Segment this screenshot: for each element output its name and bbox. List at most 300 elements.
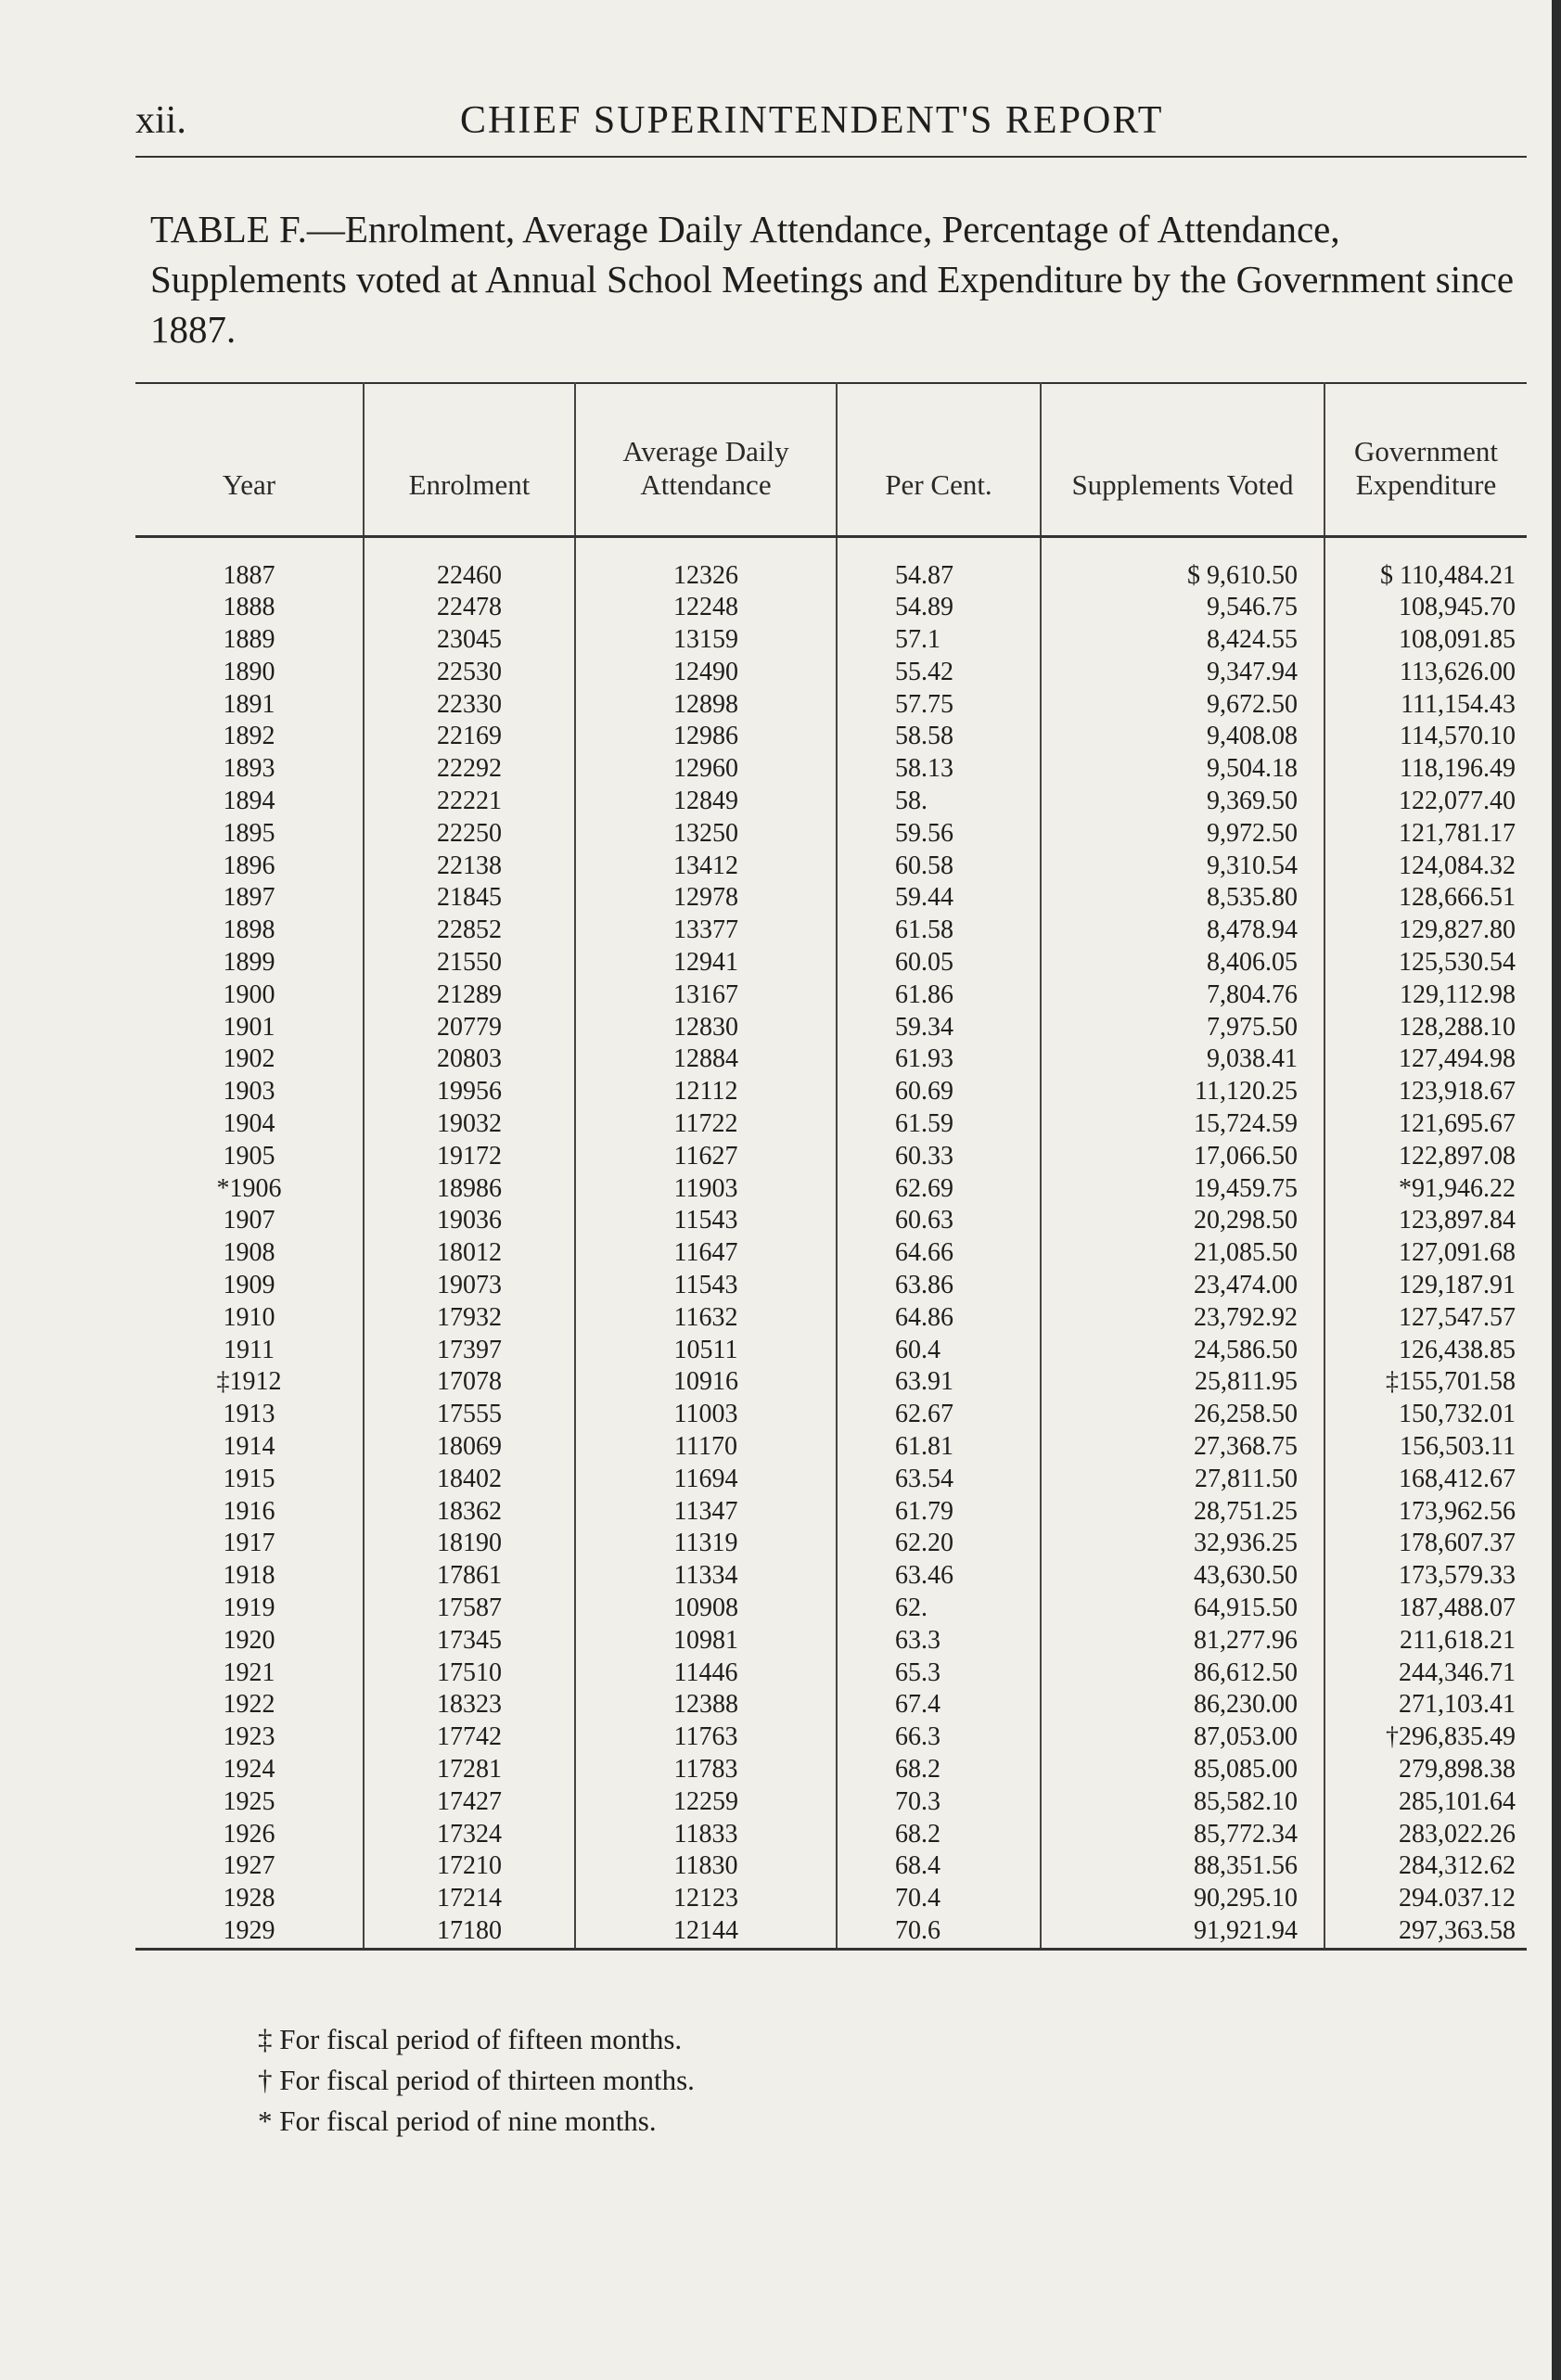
table-row: [135, 786, 1527, 818]
attendance-cell: 12884: [575, 1043, 837, 1076]
supplements-cell: 85,772.34: [1041, 1819, 1324, 1851]
supplements-cell: 27,368.75: [1041, 1431, 1324, 1464]
year-cell: 1918: [223, 1561, 275, 1591]
per-cent-cell: 61.79: [837, 1496, 1041, 1529]
per-cent-cell: 68.2: [837, 1819, 1041, 1851]
supplements-cell: 19,459.75: [1041, 1173, 1324, 1206]
per-cent-cell: 57.75: [837, 689, 1041, 722]
table-row: [135, 818, 1527, 851]
attendance-cell: 11347: [575, 1496, 837, 1529]
year-cell: 1914: [223, 1432, 275, 1462]
attendance-cell: 10916: [575, 1366, 837, 1399]
year-cell: 1898: [223, 915, 275, 945]
supplements-cell: 8,406.05: [1041, 947, 1324, 979]
expenditure-cell: 108,945.70: [1324, 592, 1527, 624]
header-rule: [135, 156, 1527, 158]
expenditure-cell: 294.037.12: [1324, 1883, 1527, 1915]
expenditure-cell: 114,570.10: [1324, 721, 1527, 753]
enrolment-cell: 17210: [364, 1850, 575, 1883]
enrolment-cell: 19036: [364, 1205, 575, 1237]
supplements-cell: 23,792.92: [1041, 1302, 1324, 1335]
per-cent-cell: 70.4: [837, 1883, 1041, 1915]
table-row: [135, 882, 1527, 915]
expenditure-cell: 244,346.71: [1324, 1657, 1527, 1690]
table-row: [135, 592, 1527, 624]
enrolment-cell: 22221: [364, 786, 575, 818]
expenditure-cell: 123,918.67: [1324, 1076, 1527, 1108]
year-cell: 1905: [223, 1141, 275, 1171]
per-cent-cell: 67.4: [837, 1689, 1041, 1721]
year-cell: 1908: [223, 1238, 275, 1268]
table-row: [135, 1786, 1527, 1819]
enrolment-cell: 18012: [364, 1237, 575, 1270]
supplements-cell: 9,504.18: [1041, 753, 1324, 786]
per-cent-cell: 58.: [837, 786, 1041, 818]
supplements-cell: 26,258.50: [1041, 1399, 1324, 1431]
table-row: [135, 1270, 1527, 1302]
year-cell: 1893: [223, 754, 275, 784]
table-row: [135, 536, 1527, 592]
supplements-cell: 9,310.54: [1041, 851, 1324, 883]
year-cell: 1915: [223, 1464, 275, 1493]
footnote-fifteen-months: ‡ For fiscal period of fifteen months.: [258, 2023, 683, 2055]
table-row: [135, 1883, 1527, 1915]
year-cell: *1906: [216, 1173, 282, 1203]
supplements-cell: 7,804.76: [1041, 979, 1324, 1012]
enrolment-cell: 21845: [364, 882, 575, 915]
expenditure-cell: 127,091.68: [1324, 1237, 1527, 1270]
attendance-cell: 11003: [575, 1399, 837, 1431]
year-cell: 1901: [223, 1012, 275, 1042]
enrolment-cell: 20779: [364, 1012, 575, 1044]
table-row: [135, 1012, 1527, 1044]
attendance-cell: 12388: [575, 1689, 837, 1721]
enrolment-cell: 20803: [364, 1043, 575, 1076]
expenditure-cell: †296,835.49: [1324, 1721, 1527, 1754]
enrolment-cell: 17324: [364, 1819, 575, 1851]
enrolment-cell: 17510: [364, 1657, 575, 1690]
expenditure-cell: 128,288.10: [1324, 1012, 1527, 1044]
year-cell: 1900: [223, 979, 275, 1009]
year-cell: 1889: [223, 625, 275, 655]
per-cent-cell: 60.05: [837, 947, 1041, 979]
year-cell: 1894: [223, 787, 275, 816]
attendance-cell: 12898: [575, 689, 837, 722]
per-cent-cell: 58.58: [837, 721, 1041, 753]
table-row: [135, 1625, 1527, 1657]
attendance-cell: 11694: [575, 1464, 837, 1496]
supplements-cell: 90,295.10: [1041, 1883, 1324, 1915]
supplements-cell: 81,277.96: [1041, 1625, 1324, 1657]
year-cell: 1895: [223, 818, 275, 848]
expenditure-cell: 124,084.32: [1324, 851, 1527, 883]
per-cent-cell: 63.86: [837, 1270, 1041, 1302]
supplements-cell: 9,038.41: [1041, 1043, 1324, 1076]
supplements-cell: 15,724.59: [1041, 1108, 1324, 1141]
attendance-cell: 11627: [575, 1141, 837, 1173]
attendance-cell: 10511: [575, 1335, 837, 1367]
year-cell: 1907: [223, 1206, 275, 1235]
per-cent-cell: 68.2: [837, 1754, 1041, 1786]
attendance-cell: 12986: [575, 721, 837, 753]
per-cent-cell: 66.3: [837, 1721, 1041, 1754]
attendance-cell: 12941: [575, 947, 837, 979]
attendance-cell: 12123: [575, 1883, 837, 1915]
enrolment-cell: 22530: [364, 657, 575, 689]
table-row: [135, 1721, 1527, 1754]
enrolment-cell: 17214: [364, 1883, 575, 1915]
table-row: [135, 753, 1527, 786]
enrolment-cell: 23045: [364, 624, 575, 657]
expenditure-cell: ‡155,701.58: [1324, 1366, 1527, 1399]
attendance-cell: 11170: [575, 1431, 837, 1464]
per-cent-cell: 63.54: [837, 1464, 1041, 1496]
attendance-cell: 11632: [575, 1302, 837, 1335]
per-cent-cell: 62.67: [837, 1399, 1041, 1431]
enrolment-cell: 17932: [364, 1302, 575, 1335]
table-row: [135, 1173, 1527, 1206]
attendance-cell: 13159: [575, 624, 837, 657]
table-row: [135, 1431, 1527, 1464]
enrolment-cell: 22169: [364, 721, 575, 753]
supplements-cell: 9,672.50: [1041, 689, 1324, 722]
year-cell: 1896: [223, 851, 275, 880]
supplements-cell: 85,085.00: [1041, 1754, 1324, 1786]
running-head: [135, 98, 1527, 145]
column-header-government-expenditure: Government Expenditure: [1324, 382, 1527, 536]
attendance-cell: 11783: [575, 1754, 837, 1786]
page-number: xii.: [135, 99, 186, 142]
expenditure-cell: 173,962.56: [1324, 1496, 1527, 1529]
enrolment-cell: 18986: [364, 1173, 575, 1206]
footnote-nine-months: * For fiscal period of nine months.: [258, 2105, 657, 2137]
per-cent-cell: 61.59: [837, 1108, 1041, 1141]
table-row: [135, 1335, 1527, 1367]
per-cent-cell: 59.44: [837, 882, 1041, 915]
supplements-cell: 32,936.25: [1041, 1528, 1324, 1560]
enrolment-cell: 22250: [364, 818, 575, 851]
supplements-cell: 8,478.94: [1041, 915, 1324, 947]
attendance-cell: 13250: [575, 818, 837, 851]
per-cent-cell: 64.66: [837, 1237, 1041, 1270]
expenditure-cell: 126,438.85: [1324, 1335, 1527, 1367]
per-cent-cell: 61.86: [837, 979, 1041, 1012]
attendance-cell: 11446: [575, 1657, 837, 1690]
supplements-cell: 9,369.50: [1041, 786, 1324, 818]
page-edge: [1552, 0, 1561, 2380]
attendance-cell: 11903: [575, 1173, 837, 1206]
per-cent-cell: 63.46: [837, 1560, 1041, 1593]
supplements-cell: 91,921.94: [1041, 1915, 1324, 1949]
column-header-year: Year: [135, 382, 364, 536]
year-cell: 1899: [223, 948, 275, 978]
table-row: [135, 1915, 1527, 1949]
expenditure-cell: 129,112.98: [1324, 979, 1527, 1012]
enrolment-cell: 22330: [364, 689, 575, 722]
table-row: [135, 1528, 1527, 1560]
attendance-cell: 12490: [575, 657, 837, 689]
year-cell: 1890: [223, 657, 275, 686]
supplements-cell: 21,085.50: [1041, 1237, 1324, 1270]
enrolment-cell: 22138: [364, 851, 575, 883]
expenditure-cell: 122,077.40: [1324, 786, 1527, 818]
enrolment-cell: 19073: [364, 1270, 575, 1302]
expenditure-cell: 156,503.11: [1324, 1431, 1527, 1464]
attendance-cell: 10908: [575, 1593, 837, 1625]
supplements-cell: 9,546.75: [1041, 592, 1324, 624]
enrolment-cell: 17180: [364, 1915, 575, 1949]
attendance-cell: 12960: [575, 753, 837, 786]
footnotes: [258, 2019, 695, 2142]
per-cent-cell: 62.20: [837, 1528, 1041, 1560]
column-header-supplements-voted: Supplements Voted: [1041, 382, 1324, 536]
expenditure-cell: 118,196.49: [1324, 753, 1527, 786]
enrolment-cell: 17345: [364, 1625, 575, 1657]
attendance-cell: 13167: [575, 979, 837, 1012]
per-cent-cell: 60.63: [837, 1205, 1041, 1237]
per-cent-cell: 55.42: [837, 657, 1041, 689]
expenditure-cell: 122,897.08: [1324, 1141, 1527, 1173]
supplements-cell: 9,408.08: [1041, 721, 1324, 753]
attendance-cell: 12259: [575, 1786, 837, 1819]
year-cell: 1897: [223, 883, 275, 913]
per-cent-cell: 70.3: [837, 1786, 1041, 1819]
year-cell: 1922: [223, 1690, 275, 1720]
expenditure-cell: 111,154.43: [1324, 689, 1527, 722]
enrolment-cell: 17427: [364, 1786, 575, 1819]
supplements-cell: 85,582.10: [1041, 1786, 1324, 1819]
year-cell: 1921: [223, 1657, 275, 1687]
expenditure-cell: 128,666.51: [1324, 882, 1527, 915]
attendance-cell: 13412: [575, 851, 837, 883]
enrolment-cell: 22852: [364, 915, 575, 947]
supplements-cell: $ 9,610.50: [1041, 536, 1324, 592]
expenditure-cell: 173,579.33: [1324, 1560, 1527, 1593]
table-row: [135, 1366, 1527, 1399]
column-header-average-daily-attendance: Average Daily Attendance: [575, 382, 837, 536]
enrolment-cell: 22460: [364, 536, 575, 592]
supplements-cell: 27,811.50: [1041, 1464, 1324, 1496]
per-cent-cell: 68.4: [837, 1850, 1041, 1883]
table-row: [135, 1819, 1527, 1851]
per-cent-cell: 61.58: [837, 915, 1041, 947]
year-cell: 1925: [223, 1786, 275, 1816]
expenditure-cell: 211,618.21: [1324, 1625, 1527, 1657]
enrolment-cell: 22478: [364, 592, 575, 624]
table-row: [135, 1205, 1527, 1237]
table-row: [135, 1560, 1527, 1593]
attendance-cell: 12830: [575, 1012, 837, 1044]
per-cent-cell: 54.87: [837, 536, 1041, 592]
per-cent-cell: 62.: [837, 1593, 1041, 1625]
expenditure-cell: 113,626.00: [1324, 657, 1527, 689]
year-cell: 1891: [223, 689, 275, 719]
attendance-cell: 11543: [575, 1270, 837, 1302]
per-cent-cell: 63.3: [837, 1625, 1041, 1657]
expenditure-cell: 168,412.67: [1324, 1464, 1527, 1496]
year-cell: 1904: [223, 1109, 275, 1139]
supplements-cell: 28,751.25: [1041, 1496, 1324, 1529]
table-row: [135, 1076, 1527, 1108]
supplements-cell: 8,535.80: [1041, 882, 1324, 915]
attendance-cell: 13377: [575, 915, 837, 947]
attendance-cell: 11722: [575, 1108, 837, 1141]
table-row: [135, 1302, 1527, 1335]
attendance-cell: 12248: [575, 592, 837, 624]
year-cell: 1888: [223, 593, 275, 622]
year-cell: 1919: [223, 1593, 275, 1622]
expenditure-cell: 123,897.84: [1324, 1205, 1527, 1237]
supplements-cell: 88,351.56: [1041, 1850, 1324, 1883]
per-cent-cell: 61.81: [837, 1431, 1041, 1464]
expenditure-cell: 127,547.57: [1324, 1302, 1527, 1335]
page-title: CHIEF SUPERINTENDENT'S REPORT: [460, 99, 1164, 142]
enrolment-cell: 21550: [364, 947, 575, 979]
per-cent-cell: 65.3: [837, 1657, 1041, 1690]
attendance-cell: 11334: [575, 1560, 837, 1593]
per-cent-cell: 59.34: [837, 1012, 1041, 1044]
attendance-cell: 12326: [575, 536, 837, 592]
table-body: [135, 536, 1527, 1949]
enrolment-cell: 17555: [364, 1399, 575, 1431]
enrolment-cell: 18069: [364, 1431, 575, 1464]
attendance-cell: 11543: [575, 1205, 837, 1237]
table-row: [135, 1141, 1527, 1173]
supplements-cell: 17,066.50: [1041, 1141, 1324, 1173]
attendance-cell: 11647: [575, 1237, 837, 1270]
expenditure-cell: 108,091.85: [1324, 624, 1527, 657]
attendance-cell: 11763: [575, 1721, 837, 1754]
expenditure-cell: 121,781.17: [1324, 818, 1527, 851]
expenditure-cell: 125,530.54: [1324, 947, 1527, 979]
supplements-cell: 9,972.50: [1041, 818, 1324, 851]
year-cell: 1909: [223, 1271, 275, 1300]
supplements-cell: 20,298.50: [1041, 1205, 1324, 1237]
attendance-cell: 12849: [575, 786, 837, 818]
year-cell: 1926: [223, 1819, 275, 1849]
expenditure-cell: *91,946.22: [1324, 1173, 1527, 1206]
year-cell: 1902: [223, 1044, 275, 1074]
enrolment-cell: 18402: [364, 1464, 575, 1496]
per-cent-cell: 60.4: [837, 1335, 1041, 1367]
supplements-cell: 24,586.50: [1041, 1335, 1324, 1367]
expenditure-cell: 150,732.01: [1324, 1399, 1527, 1431]
supplements-cell: 9,347.94: [1041, 657, 1324, 689]
table-row: [135, 915, 1527, 947]
expenditure-cell: 283,022.26: [1324, 1819, 1527, 1851]
expenditure-cell: 121,695.67: [1324, 1108, 1527, 1141]
enrolment-cell: 18362: [364, 1496, 575, 1529]
enrolment-cell: 17587: [364, 1593, 575, 1625]
table-row: [135, 1657, 1527, 1690]
enrolment-cell: 18323: [364, 1689, 575, 1721]
enrolment-cell: 17742: [364, 1721, 575, 1754]
year-cell: 1903: [223, 1077, 275, 1107]
enrolment-cell: 17861: [364, 1560, 575, 1593]
footnote-thirteen-months: † For fiscal period of thirteen months.: [258, 2064, 695, 2096]
enrolment-cell: 19032: [364, 1108, 575, 1141]
table-header-row: [135, 382, 1527, 536]
expenditure-cell: 127,494.98: [1324, 1043, 1527, 1076]
table-caption: TABLE F.—Enrolment, Average Daily Attendance, Percentage of Attendance, Supplements voted at Annual School Meetings and Expenditure by the Government since 1887.: [150, 208, 1515, 351]
table-row: [135, 624, 1527, 657]
per-cent-cell: 54.89: [837, 592, 1041, 624]
table-row: [135, 1043, 1527, 1076]
supplements-cell: 23,474.00: [1041, 1270, 1324, 1302]
per-cent-cell: 62.69: [837, 1173, 1041, 1206]
expenditure-cell: 178,607.37: [1324, 1528, 1527, 1560]
year-cell: 1910: [223, 1302, 275, 1332]
enrolment-cell: 21289: [364, 979, 575, 1012]
enrolment-cell: 22292: [364, 753, 575, 786]
table-row: [135, 1593, 1527, 1625]
supplements-cell: 87,053.00: [1041, 1721, 1324, 1754]
expenditure-cell: 279,898.38: [1324, 1754, 1527, 1786]
table-row: [135, 1754, 1527, 1786]
enrolment-cell: 19172: [364, 1141, 575, 1173]
year-cell: 1917: [223, 1529, 275, 1558]
per-cent-cell: 63.91: [837, 1366, 1041, 1399]
year-cell: 1892: [223, 722, 275, 751]
per-cent-cell: 60.69: [837, 1076, 1041, 1108]
enrolment-cell: 18190: [364, 1528, 575, 1560]
attendance-cell: 10981: [575, 1625, 837, 1657]
table-row: [135, 979, 1527, 1012]
attendance-cell: 12112: [575, 1076, 837, 1108]
year-cell: 1911: [224, 1335, 275, 1364]
enrolment-cell: 17078: [364, 1366, 575, 1399]
expenditure-cell: 271,103.41: [1324, 1689, 1527, 1721]
supplements-cell: 7,975.50: [1041, 1012, 1324, 1044]
table-row: [135, 1237, 1527, 1270]
year-cell: 1928: [223, 1884, 275, 1913]
per-cent-cell: 60.58: [837, 851, 1041, 883]
supplements-cell: 43,630.50: [1041, 1560, 1324, 1593]
table-row: [135, 689, 1527, 722]
expenditure-cell: 129,187.91: [1324, 1270, 1527, 1302]
table-row: [135, 657, 1527, 689]
table-row: [135, 1108, 1527, 1141]
expenditure-cell: 285,101.64: [1324, 1786, 1527, 1819]
table-row: [135, 947, 1527, 979]
table-row: [135, 1399, 1527, 1431]
enrolment-cell: 17281: [364, 1754, 575, 1786]
attendance-cell: 11830: [575, 1850, 837, 1883]
year-cell: 1929: [135, 1915, 364, 1949]
table-row: [135, 1850, 1527, 1883]
table-row: [135, 721, 1527, 753]
per-cent-cell: 70.6: [837, 1915, 1041, 1949]
supplements-cell: 86,612.50: [1041, 1657, 1324, 1690]
year-cell: 1887: [223, 560, 275, 590]
expenditure-cell: 129,827.80: [1324, 915, 1527, 947]
column-header-per-cent: Per Cent.: [837, 382, 1041, 536]
table-row: [135, 851, 1527, 883]
enrolment-cell: 19956: [364, 1076, 575, 1108]
year-cell: 1916: [223, 1496, 275, 1526]
supplements-cell: 8,424.55: [1041, 624, 1324, 657]
attendance-cell: 12144: [575, 1915, 837, 1949]
attendance-cell: 12978: [575, 882, 837, 915]
per-cent-cell: 61.93: [837, 1043, 1041, 1076]
supplements-cell: 64,915.50: [1041, 1593, 1324, 1625]
statistics-table: [135, 382, 1527, 1951]
year-cell: 1927: [223, 1851, 275, 1881]
expenditure-cell: 284,312.62: [1324, 1850, 1527, 1883]
year-cell: 1913: [223, 1400, 275, 1429]
supplements-cell: 86,230.00: [1041, 1689, 1324, 1721]
expenditure-cell: $ 110,484.21: [1324, 536, 1527, 592]
